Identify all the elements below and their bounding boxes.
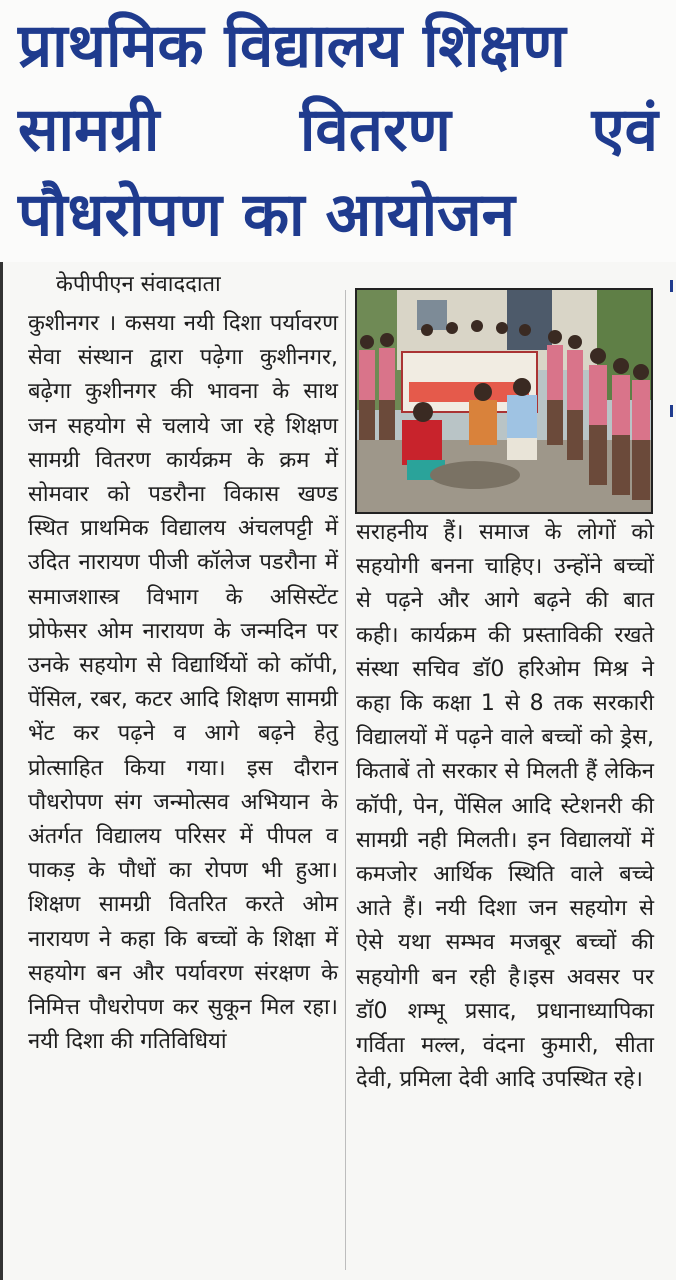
news-photo xyxy=(355,288,653,514)
byline: केपीपीएन संवाददाता xyxy=(56,272,221,297)
headline-word: एवं xyxy=(591,95,658,165)
headline-line-1: प्राथमिक विद्यालय शिक्षण xyxy=(18,11,566,81)
headline-line-2 xyxy=(18,90,658,170)
adjacent-column-marks xyxy=(664,280,674,440)
headline-word: सामग्री xyxy=(18,95,160,165)
photo-illustration xyxy=(357,290,651,512)
column-divider xyxy=(345,290,346,1270)
article-left-column: कुशीनगर । कसया नयी दिशा पर्यावरण सेवा संस्थान द्वारा पढ़ेगा कुशीनगर, बढ़ेगा कुशीनगर की भावना के साथ जन सहयोग से चलाये जा रहे शिक्षण सामग्री वितरण कार्यक्रम के क्रम में सोमवार को पडरौना विकास खण्ड स्थित प्राथमिक विद्यालय अंचलपट्टी में उदित नारायण पीजी कॉलेज पडरौना में समाजशास्त्र विभाग के असिस्टेंट प्रोफेसर ओम नारायण के जन्मदिन पर उनके सहयोग से विद्यार्थियों को कॉपी, पेंसिल, रबर, कटर आदि शिक्षण सामग्री भेंट कर पढ़ने व आगे बढ़ने हेतु प्रोत्साहित किया गया। इस दौरान पौधरोपण संग जन्मोत्सव अभियान के अंतर्गत विद्यालय परिसर में पीपल व पाकड़ के पौधों का रोपण भी हुआ। शिक्षण सामग्री वितरित करते ओम नारायण ने कहा कि बच्चों के शिक्षा में सहयोग बन और पर्यावरण संरक्षण के निमित्त पौधरोपण कर सुकून मिल रहा। नयी दिशा की गतिविधियां xyxy=(28,311,338,1055)
headline-word: वितरण xyxy=(299,95,451,165)
article-right-column: सराहनीय हैं। समाज के लोगों को सहयोगी बनना चाहिए। उन्होंने बच्चों से पढ़ने और आगे बढ़ने की बात कही। कार्यक्रम की प्रस्ताविकी रखते संस्था सचिव डॉ0 हरिओम मिश्र ने कहा कि कक्षा 1 से 8 तक सरकारी विद्यालयों में पढ़ने वाले बच्चों को ड्रेस, किताबें तो सरकार से मिलती हैं लेकिन कॉपी, पेन, पेंसिल आदि स्टेशनरी की सामग्री नही मिलती। इन विद्यालयों में कमजोर आर्थिक स्थिति वाले बच्चे आते हैं। नयी दिशा जन सहयोग से ऐसे यथा सम्भव मजबूर बच्चों की सहयोगी बन रही है।इस अवसर पर डॉ0 शम्भू प्रसाद, प्रधानाध्यापिका गर्विता मल्ल, वंदना कुमारी, सीता देवी, प्रमिला देवी आदि उपस्थित रहे। xyxy=(356,520,654,1093)
headline-line-3: पौधरोपण का आयोजन xyxy=(18,180,515,250)
headline-block xyxy=(0,0,676,262)
page-edge-rule xyxy=(0,252,3,1280)
